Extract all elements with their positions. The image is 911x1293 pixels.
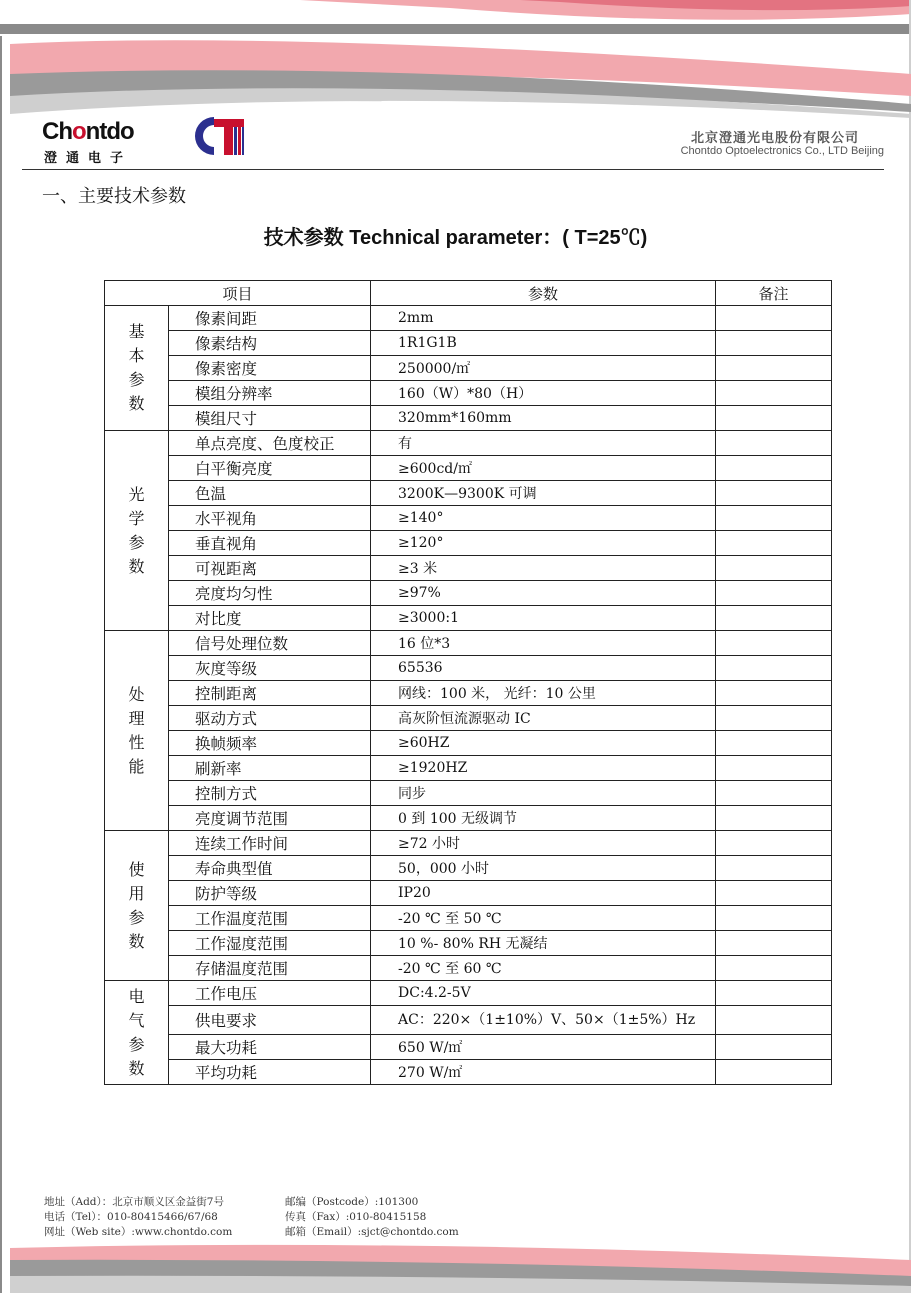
param-value: IP20 xyxy=(371,881,716,906)
param-value: ≥140° xyxy=(371,506,716,531)
param-note xyxy=(716,806,832,831)
footer-postcode: 邮编（Postcode）:101300 xyxy=(285,1196,419,1208)
table-row xyxy=(105,356,832,381)
table-row xyxy=(105,806,832,831)
table-row xyxy=(105,656,832,681)
param-name: 控制方式 xyxy=(169,781,371,806)
table-row xyxy=(105,831,832,856)
param-name: 平均功耗 xyxy=(169,1060,371,1085)
param-name: 防护等级 xyxy=(169,881,371,906)
param-value: 65536 xyxy=(371,656,716,681)
param-note xyxy=(716,706,832,731)
param-value: 250000/㎡ xyxy=(371,356,716,381)
param-note xyxy=(716,956,832,981)
table-row xyxy=(105,531,832,556)
footer-address: 地址（Add）：北京市顺义区金益街7号 xyxy=(44,1196,224,1208)
param-name: 单点亮度、色度校正 xyxy=(169,431,371,456)
param-value: 650 W/㎡ xyxy=(371,1035,716,1060)
param-note xyxy=(716,906,832,931)
top-decoration xyxy=(0,0,911,36)
param-note xyxy=(716,306,832,331)
param-value: ≥1920HZ xyxy=(371,756,716,781)
group-label-char: 使 xyxy=(128,859,145,879)
header-item: 项目 xyxy=(105,281,371,306)
param-name: 对比度 xyxy=(169,606,371,631)
param-name: 灰度等级 xyxy=(169,656,371,681)
param-note xyxy=(716,656,832,681)
footer-left xyxy=(44,1195,232,1240)
param-name: 白平衡亮度 xyxy=(169,456,371,481)
param-value: ≥60HZ xyxy=(371,731,716,756)
chontdo-logo: Chontdo xyxy=(42,118,134,145)
param-name: 工作电压 xyxy=(169,981,371,1006)
table-row xyxy=(105,606,832,631)
group-label-char: 参 xyxy=(128,370,145,389)
company-name-cn: 北京澄通光电股份有限公司 xyxy=(690,131,859,146)
table-row xyxy=(105,1060,832,1085)
group-label-char: 数 xyxy=(128,931,145,951)
param-name: 工作湿度范围 xyxy=(169,931,371,956)
table-row xyxy=(105,956,832,981)
param-name: 可视距离 xyxy=(169,556,371,581)
param-name: 像素结构 xyxy=(169,331,371,356)
param-name: 模组分辨率 xyxy=(169,381,371,406)
param-note xyxy=(716,781,832,806)
footer-tel: 电话（Tel）：010-80415466/67/68 xyxy=(44,1211,218,1223)
param-note xyxy=(716,506,832,531)
param-name: 信号处理位数 xyxy=(169,631,371,656)
section-heading: 一、主要技术参数 xyxy=(42,186,186,207)
group-label xyxy=(105,431,169,631)
param-note xyxy=(716,456,832,481)
param-value: ≥600cd/㎡ xyxy=(371,456,716,481)
table-row xyxy=(105,981,832,1006)
param-value: 10 %- 80% RH 无凝结 xyxy=(371,931,716,956)
param-note xyxy=(716,981,832,1006)
param-note xyxy=(716,431,832,456)
spec-table-body xyxy=(105,306,832,1085)
group-label xyxy=(105,306,169,431)
table-row xyxy=(105,881,832,906)
table-row xyxy=(105,556,832,581)
param-note xyxy=(716,556,832,581)
param-note xyxy=(716,481,832,506)
group-label-char: 数 xyxy=(128,556,145,576)
param-name: 连续工作时间 xyxy=(169,831,371,856)
page-title: 技术参数 Technical parameter：( T=25℃) xyxy=(263,227,648,249)
param-name: 亮度均匀性 xyxy=(169,581,371,606)
param-value: 有 xyxy=(371,431,716,456)
group-label-char: 气 xyxy=(128,1010,145,1030)
param-value: 网线：100 米， 光纤：10 公里 xyxy=(371,681,716,706)
table-row xyxy=(105,906,832,931)
table-row xyxy=(105,581,832,606)
group-label-char: 用 xyxy=(128,883,145,903)
table-row xyxy=(105,706,832,731)
param-name: 像素间距 xyxy=(169,306,371,331)
param-value: 1R1G1B xyxy=(371,331,716,356)
param-name: 供电要求 xyxy=(169,1006,371,1035)
footer-right xyxy=(285,1195,459,1240)
company-name-en: Chontdo Optoelectronics Co., LTD Beijing xyxy=(680,145,884,157)
header-divider xyxy=(22,169,884,170)
param-name: 驱动方式 xyxy=(169,706,371,731)
param-value: 高灰阶恒流源驱动 IC xyxy=(371,706,716,731)
table-row xyxy=(105,731,832,756)
table-row xyxy=(105,931,832,956)
group-label-char: 基 xyxy=(128,322,145,341)
ct-logo-icon xyxy=(176,113,246,159)
param-value: ≥120° xyxy=(371,531,716,556)
param-name: 像素密度 xyxy=(169,356,371,381)
logo-chinese-name: 澄通电子 xyxy=(44,151,133,166)
param-value: ≥3 米 xyxy=(371,556,716,581)
param-note xyxy=(716,881,832,906)
param-name: 亮度调节范围 xyxy=(169,806,371,831)
footer-fax: 传真（Fax）:010-80415158 xyxy=(285,1211,427,1223)
param-value: 320mm*160mm xyxy=(371,406,716,431)
table-row xyxy=(105,331,832,356)
param-name: 换帧频率 xyxy=(169,731,371,756)
param-value: 50，000 小时 xyxy=(371,856,716,881)
param-name: 寿命典型值 xyxy=(169,856,371,881)
group-label-char: 数 xyxy=(128,394,145,413)
param-note xyxy=(716,531,832,556)
param-name: 控制距离 xyxy=(169,681,371,706)
table-header-row xyxy=(105,281,832,306)
param-value: -20 ℃ 至 60 ℃ xyxy=(371,956,716,981)
param-value: AC：220×（1±10%）V、50×（1±5%）Hz xyxy=(371,1006,716,1035)
table-row xyxy=(105,306,832,331)
param-name: 垂直视角 xyxy=(169,531,371,556)
group-label-char: 参 xyxy=(128,1034,145,1054)
group-label xyxy=(105,831,169,981)
group-label-char: 性 xyxy=(128,732,145,752)
param-value: 3200K—9300K 可调 xyxy=(371,481,716,506)
group-label-char: 理 xyxy=(128,708,145,728)
group-label-char: 数 xyxy=(128,1058,145,1078)
param-note xyxy=(716,756,832,781)
param-note xyxy=(716,631,832,656)
header-note: 备注 xyxy=(716,281,832,306)
param-note xyxy=(716,856,832,881)
table-row xyxy=(105,431,832,456)
group-label-char: 参 xyxy=(128,532,145,552)
param-note xyxy=(716,581,832,606)
param-value: 160（W）*80（H） xyxy=(371,381,716,406)
param-value: 270 W/㎡ xyxy=(371,1060,716,1085)
param-note xyxy=(716,331,832,356)
param-value: DC:4.2-5V xyxy=(371,981,716,1006)
param-value: 0 到 100 无级调节 xyxy=(371,806,716,831)
param-value: 同步 xyxy=(371,781,716,806)
group-label-char: 能 xyxy=(128,756,145,776)
param-value: ≥3000:1 xyxy=(371,606,716,631)
group-label-char: 参 xyxy=(128,907,145,927)
param-note xyxy=(716,406,832,431)
param-note xyxy=(716,1060,832,1085)
spec-table xyxy=(104,280,832,1085)
param-note xyxy=(716,681,832,706)
param-note xyxy=(716,356,832,381)
table-row xyxy=(105,1035,832,1060)
group-label-char: 处 xyxy=(128,684,145,704)
footer-email: 邮箱（Email）:sjct@chontdo.com xyxy=(285,1226,459,1238)
group-label-char: 学 xyxy=(128,508,145,528)
param-value: ≥97% xyxy=(371,581,716,606)
group-label-char: 电 xyxy=(128,986,145,1006)
table-row xyxy=(105,781,832,806)
param-note xyxy=(716,606,832,631)
group-label xyxy=(105,981,169,1085)
table-row xyxy=(105,381,832,406)
param-value: 16 位*3 xyxy=(371,631,716,656)
param-note xyxy=(716,381,832,406)
param-name: 刷新率 xyxy=(169,756,371,781)
table-row xyxy=(105,456,832,481)
table-row xyxy=(105,481,832,506)
table-row xyxy=(105,681,832,706)
header-swoosh xyxy=(0,34,911,124)
param-name: 工作温度范围 xyxy=(169,906,371,931)
table-row xyxy=(105,856,832,881)
param-note xyxy=(716,1006,832,1035)
header-param: 参数 xyxy=(371,281,716,306)
param-note xyxy=(716,731,832,756)
footer-swoosh xyxy=(0,1238,911,1293)
param-note xyxy=(716,931,832,956)
table-row xyxy=(105,1006,832,1035)
param-value: ≥72 小时 xyxy=(371,831,716,856)
param-name: 色温 xyxy=(169,481,371,506)
param-name: 存储温度范围 xyxy=(169,956,371,981)
table-row xyxy=(105,756,832,781)
group-label-char: 本 xyxy=(128,346,145,365)
param-note xyxy=(716,1035,832,1060)
param-name: 水平视角 xyxy=(169,506,371,531)
table-row xyxy=(105,506,832,531)
table-row xyxy=(105,406,832,431)
param-note xyxy=(716,831,832,856)
footer-web: 网址（Web site）:www.chontdo.com xyxy=(44,1226,233,1238)
table-row xyxy=(105,631,832,656)
param-name: 最大功耗 xyxy=(169,1035,371,1060)
param-name: 模组尺寸 xyxy=(169,406,371,431)
group-label xyxy=(105,631,169,831)
group-label-char: 光 xyxy=(128,484,145,504)
param-value: 2mm xyxy=(371,306,716,331)
param-value: -20 ℃ 至 50 ℃ xyxy=(371,906,716,931)
